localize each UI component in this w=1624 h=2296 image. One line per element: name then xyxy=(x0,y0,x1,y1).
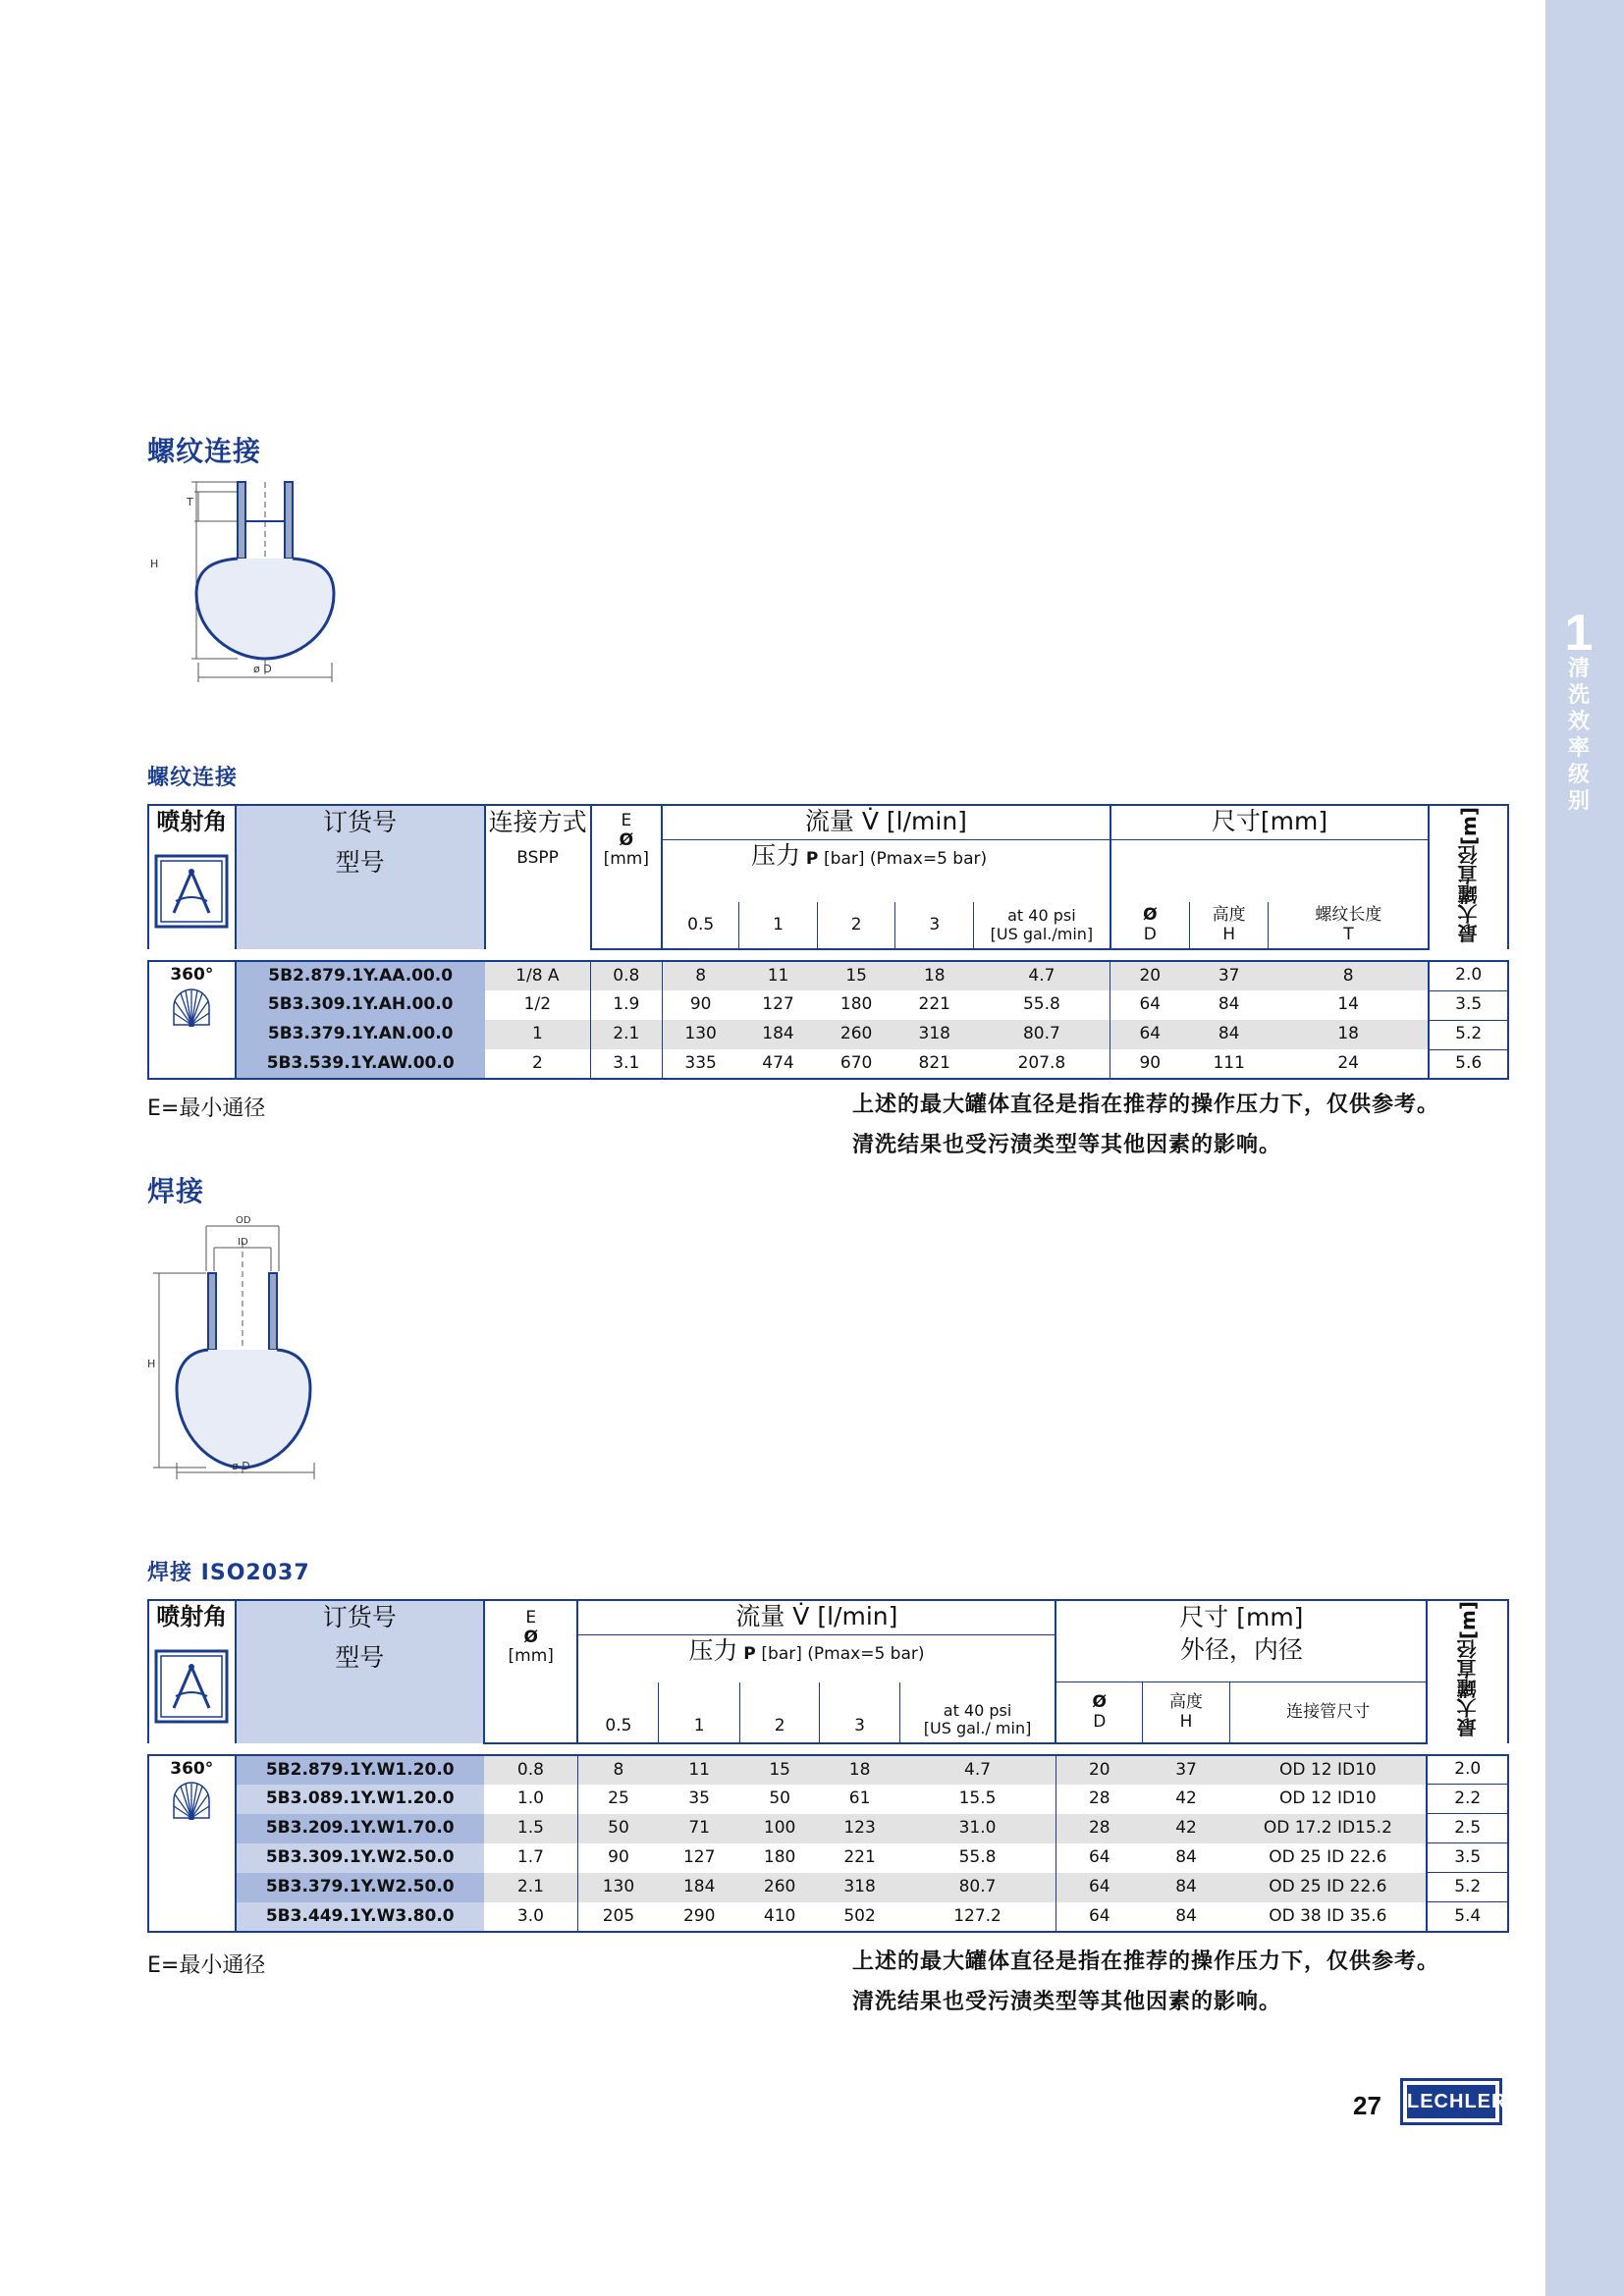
flow-psi: 55.8 xyxy=(958,1847,997,1868)
header-model: 型号 xyxy=(236,839,485,949)
table-row xyxy=(148,1755,1508,1785)
threaded-nozzle-drawing xyxy=(147,476,344,687)
flow-1: 184 xyxy=(739,1020,818,1049)
flow-3: 123 xyxy=(820,1814,899,1843)
flow-3: 18 xyxy=(820,1755,899,1785)
dim-h: 84 xyxy=(1189,1020,1269,1049)
compass-icon xyxy=(154,1649,229,1724)
header-max-dia-cell xyxy=(1429,805,1508,949)
header-connection: 连接方式 xyxy=(485,805,591,839)
table-row xyxy=(148,1020,1508,1049)
flow-psi: 80.7 xyxy=(899,1873,1056,1902)
order-code: 5B2.879.1Y.AA.00.0 xyxy=(236,961,485,990)
header-p1: 0.5 xyxy=(662,902,739,949)
pipe-size: OD 12 ID10 xyxy=(1229,1755,1427,1785)
flow-2: 410 xyxy=(739,1902,819,1932)
dim-d: 64 xyxy=(1056,1873,1143,1902)
flow-psi: 31.0 xyxy=(899,1814,1056,1843)
flow-1: 290 xyxy=(659,1902,739,1932)
spray-angle-icon-cell xyxy=(148,839,236,949)
header-order-no: 订货号 xyxy=(236,1600,484,1634)
pipe-size: OD 12 ID10 xyxy=(1279,1789,1377,1809)
dim-h: 84 xyxy=(1218,994,1240,1015)
flow-0-5: 335 xyxy=(662,1049,739,1079)
header-p1: 0.5 xyxy=(577,1682,658,1743)
chapter-number: 1 xyxy=(1564,605,1594,662)
header-e-unit: [mm] xyxy=(508,1646,554,1667)
header-dimensions: 尺寸 [mm] xyxy=(1056,1600,1427,1634)
header-e xyxy=(484,1600,578,1682)
max-dia: 2.0 xyxy=(1429,961,1508,990)
note-line-2: 清洗结果也受污渍类型等其他因素的影响。 xyxy=(852,1990,1282,2014)
header-e-dia: Ø xyxy=(523,1627,538,1647)
header-max-dia: 最大罐直径[m] xyxy=(1456,806,1481,943)
header-h-letter: H xyxy=(1179,1711,1193,1732)
header-e-empty xyxy=(484,1682,578,1743)
note-min-bore: E=最小通径 xyxy=(147,1096,266,1121)
e-value: 1.0 xyxy=(516,1789,544,1809)
dim-h: 42 xyxy=(1143,1814,1230,1843)
dim-h: 84 xyxy=(1143,1902,1230,1932)
section-title-welded: 焊接 xyxy=(147,1175,205,1207)
header-e-letter: E xyxy=(621,811,632,830)
header-e xyxy=(591,805,663,902)
header-d-sym: Ø xyxy=(1143,904,1158,925)
e-value: 2.1 xyxy=(484,1873,578,1902)
header-pipe: 连接管尺寸 xyxy=(1229,1682,1427,1743)
header-h xyxy=(1189,902,1269,949)
flow-1: 127 xyxy=(762,994,794,1015)
flow-2: 15 xyxy=(739,1755,819,1785)
max-dia: 5.2 xyxy=(1429,1020,1508,1049)
dim-d: 20 xyxy=(1056,1755,1143,1785)
header-bspp: BSPP xyxy=(485,839,591,949)
dim-label-d: ø D xyxy=(253,663,272,675)
order-code: 5B3.379.1Y.AN.00.0 xyxy=(236,1020,485,1049)
flow-1: 71 xyxy=(659,1814,739,1843)
header-p4: 3 xyxy=(895,902,974,949)
angle-cell xyxy=(148,961,236,1079)
header-d-letter: D xyxy=(1093,1711,1107,1732)
flow-3: 821 xyxy=(895,1049,974,1079)
header-flow: 流量 V̇ [l/min] xyxy=(662,805,1110,839)
max-dia: 3.5 xyxy=(1427,1843,1508,1873)
dim-h: 111 xyxy=(1189,1049,1269,1079)
flow-2: 15 xyxy=(817,961,895,990)
flow-3: 221 xyxy=(843,1847,876,1868)
e-value: 3.1 xyxy=(591,1049,663,1079)
dim-t: 14 xyxy=(1337,994,1359,1015)
header-max-dia: 最大罐直径[m] xyxy=(1455,1601,1480,1738)
header-psi xyxy=(974,902,1110,949)
flow-1: 127 xyxy=(682,1847,716,1868)
header-t-letter: T xyxy=(1343,924,1354,944)
max-dia: 2.5 xyxy=(1427,1814,1508,1843)
angle-value: 360° xyxy=(170,1758,214,1779)
flow-0-5: 8 xyxy=(577,1755,658,1785)
header-psi-a: at 40 psi xyxy=(1007,906,1076,926)
dim-h: 84 xyxy=(1175,1847,1197,1868)
dim-label-t: T xyxy=(187,496,193,508)
spray-pattern-icon xyxy=(171,986,212,1027)
flow-0-5: 205 xyxy=(577,1902,658,1932)
flow-3: 318 xyxy=(895,1020,974,1049)
flow-3: 221 xyxy=(918,994,950,1015)
header-spray-angle: 喷射角 xyxy=(148,805,236,839)
dim-t: 24 xyxy=(1269,1049,1429,1079)
dim-d: 64 xyxy=(1056,1902,1143,1932)
header-d xyxy=(1110,902,1190,949)
header-h xyxy=(1143,1682,1230,1743)
flow-1: 11 xyxy=(659,1755,739,1785)
flow-1: 184 xyxy=(659,1873,739,1902)
flow-2: 260 xyxy=(817,1020,895,1049)
e-value: 1.9 xyxy=(591,990,663,1020)
pipe-size: OD 17.2 ID15.2 xyxy=(1229,1814,1427,1843)
header-model: 型号 xyxy=(236,1634,484,1743)
flow-1: 474 xyxy=(739,1049,818,1079)
header-pressure xyxy=(577,1634,1056,1682)
header-p2: 1 xyxy=(659,1682,739,1743)
header-dims-sub: 外径，内径 xyxy=(1056,1634,1427,1682)
order-code: 5B3.309.1Y.AH.00.0 xyxy=(236,990,485,1020)
e-value: 1.5 xyxy=(484,1814,578,1843)
header-flow: 流量 V̇ [l/min] xyxy=(577,1600,1056,1634)
flow-3: 502 xyxy=(820,1902,899,1932)
dim-d: 20 xyxy=(1110,961,1190,990)
header-pressure-cn: 压力 xyxy=(688,1635,738,1665)
table-row xyxy=(148,1814,1508,1843)
header-h-cn: 高度 xyxy=(1169,1692,1204,1713)
header-pressure-p: P xyxy=(743,1643,756,1664)
header-psi-b: [US gal./min] xyxy=(990,924,1094,943)
flow-3: 18 xyxy=(895,961,974,990)
flow-0-5: 8 xyxy=(662,961,739,990)
brand-logo-text: LECHLER xyxy=(1407,2085,1495,2118)
header-pressure xyxy=(662,839,1110,902)
welded-nozzle-drawing xyxy=(147,1212,334,1487)
chapter-sidebar xyxy=(1545,0,1624,2296)
flow-0-5: 130 xyxy=(577,1873,658,1902)
flow-psi: 15.5 xyxy=(958,1789,997,1809)
dim-h: 84 xyxy=(1143,1873,1230,1902)
max-dia: 5.6 xyxy=(1429,1049,1508,1079)
header-t xyxy=(1269,902,1429,949)
header-spray-angle: 喷射角 xyxy=(148,1600,236,1634)
header-e-empty xyxy=(591,902,663,949)
dim-label-d: ø D xyxy=(232,1460,250,1472)
compass-icon xyxy=(154,854,229,929)
max-dia: 2.0 xyxy=(1427,1755,1508,1785)
flow-psi: 127.2 xyxy=(899,1902,1056,1932)
chapter-title: 清洗效率级别 xyxy=(1567,657,1590,814)
flow-2: 670 xyxy=(817,1049,895,1079)
header-e-letter: E xyxy=(525,1608,537,1628)
table-title-welded: 焊接 ISO2037 xyxy=(147,1561,310,1585)
order-code: 5B3.539.1Y.AW.00.0 xyxy=(236,1049,485,1079)
order-code: 5B3.089.1Y.W1.20.0 xyxy=(236,1785,484,1814)
flow-0-5: 50 xyxy=(577,1814,658,1843)
spray-angle-icon-cell xyxy=(148,1634,236,1743)
header-p2: 1 xyxy=(739,902,818,949)
connection-value: 2 xyxy=(485,1049,591,1079)
header-dimensions: 尺寸[mm] xyxy=(1110,805,1430,839)
flow-0-5: 90 xyxy=(577,1843,658,1873)
max-dia: 3.5 xyxy=(1429,990,1508,1020)
flow-2: 100 xyxy=(739,1814,819,1843)
threaded-spec-table xyxy=(147,804,1509,1080)
table-title-threaded: 螺纹连接 xyxy=(147,766,239,790)
header-e-dia: Ø xyxy=(619,829,634,850)
table-row xyxy=(148,1902,1508,1932)
flow-2: 50 xyxy=(769,1789,790,1809)
order-code: 5B3.309.1Y.W2.50.0 xyxy=(236,1843,484,1873)
pipe-size: OD 38 ID 35.6 xyxy=(1229,1902,1427,1932)
flow-2: 260 xyxy=(739,1873,819,1902)
max-dia: 2.2 xyxy=(1427,1785,1508,1814)
pipe-size: OD 25 ID 22.6 xyxy=(1229,1873,1427,1902)
header-pressure-cn: 压力 xyxy=(751,840,801,870)
e-value: 3.0 xyxy=(484,1902,578,1932)
dim-d: 28 xyxy=(1056,1814,1143,1843)
header-dim-spacer xyxy=(1110,839,1430,902)
connection-value: 1/8 A xyxy=(485,961,591,990)
dim-d: 64 xyxy=(1110,990,1190,1020)
header-t-cn: 螺纹长度 xyxy=(1315,904,1382,925)
note-line-1: 上述的最大罐体直径是指在推荐的操作压力下，仅供参考。 xyxy=(852,1093,1440,1117)
note-disclaimer-welded xyxy=(852,1942,1439,2022)
header-h-cn: 高度 xyxy=(1212,904,1246,925)
note-min-bore: E=最小通径 xyxy=(147,1953,266,1978)
dim-t: 18 xyxy=(1269,1020,1429,1049)
flow-3: 61 xyxy=(848,1789,871,1809)
flow-3: 318 xyxy=(820,1873,899,1902)
connection-value: 1 xyxy=(485,1020,591,1049)
header-psi-a: at 40 psi xyxy=(943,1701,1012,1721)
dim-d: 64 xyxy=(1110,1020,1190,1049)
e-value: 1.7 xyxy=(516,1847,544,1868)
order-code: 5B3.379.1Y.W2.50.0 xyxy=(236,1873,484,1902)
e-value: 2.1 xyxy=(591,1020,663,1049)
header-p4: 3 xyxy=(820,1682,899,1743)
spray-pattern-icon xyxy=(171,1779,212,1820)
header-p3: 2 xyxy=(739,1682,819,1743)
table-row xyxy=(148,1873,1508,1902)
flow-psi: 4.7 xyxy=(899,1755,1056,1785)
e-value: 0.8 xyxy=(484,1755,578,1785)
page-number: 27 xyxy=(1353,2091,1381,2120)
dim-h: 42 xyxy=(1175,1789,1197,1809)
flow-psi: 207.8 xyxy=(974,1049,1110,1079)
max-dia: 5.2 xyxy=(1427,1873,1508,1902)
flow-2: 180 xyxy=(839,994,873,1015)
max-dia: 5.4 xyxy=(1427,1902,1508,1932)
flow-0-5: 90 xyxy=(662,990,739,1020)
header-p3: 2 xyxy=(817,902,895,949)
note-disclaimer-threaded xyxy=(852,1085,1439,1165)
brand-logo xyxy=(1400,2078,1507,2125)
flow-psi: 4.7 xyxy=(974,961,1110,990)
dim-label-id: ID xyxy=(238,1237,248,1248)
header-d xyxy=(1056,1682,1143,1743)
table-row xyxy=(148,1785,1508,1814)
flow-1: 11 xyxy=(739,961,818,990)
e-value: 0.8 xyxy=(591,961,663,990)
header-e-unit: [mm] xyxy=(603,849,649,870)
table-gap xyxy=(148,1743,1508,1755)
dim-d: 28 xyxy=(1056,1785,1143,1814)
header-d-sym: Ø xyxy=(1092,1692,1107,1713)
order-code: 5B3.449.1Y.W3.80.0 xyxy=(236,1902,484,1932)
section-title-threaded: 螺纹连接 xyxy=(147,435,262,467)
flow-1: 35 xyxy=(688,1789,710,1809)
header-pressure-p: P xyxy=(805,848,819,869)
dim-d: 64 xyxy=(1056,1843,1143,1873)
table-row xyxy=(148,961,1508,990)
note-line-1: 上述的最大罐体直径是指在推荐的操作压力下，仅供参考。 xyxy=(852,1949,1440,1974)
table-row xyxy=(148,990,1508,1020)
angle-value: 360° xyxy=(170,965,214,985)
flow-0-5: 130 xyxy=(662,1020,739,1049)
angle-cell xyxy=(148,1755,236,1932)
dim-label-h: H xyxy=(150,558,159,570)
header-h-letter: H xyxy=(1222,924,1236,944)
dim-d: 90 xyxy=(1110,1049,1190,1079)
order-code: 5B2.879.1Y.W1.20.0 xyxy=(236,1755,484,1785)
flow-psi: 80.7 xyxy=(974,1020,1110,1049)
dim-h: 37 xyxy=(1189,961,1269,990)
dim-t: 8 xyxy=(1269,961,1429,990)
dim-label-od: OD xyxy=(236,1215,251,1226)
flow-2: 180 xyxy=(763,1847,796,1868)
flow-psi: 55.8 xyxy=(1022,994,1060,1015)
order-code: 5B3.209.1Y.W1.70.0 xyxy=(236,1814,484,1843)
table-gap xyxy=(148,949,1508,961)
dim-label-h: H xyxy=(147,1358,156,1370)
header-pressure-unit: [bar] (Pmax=5 bar) xyxy=(761,1643,925,1664)
header-d-letter: D xyxy=(1143,924,1157,944)
connection-value: 1/2 xyxy=(523,994,552,1015)
flow-0-5: 25 xyxy=(577,1785,658,1814)
note-line-2: 清洗结果也受污渍类型等其他因素的影响。 xyxy=(852,1133,1282,1157)
header-order-no: 订货号 xyxy=(236,805,485,839)
welded-spec-table xyxy=(147,1599,1509,1933)
table-row xyxy=(148,1049,1508,1079)
dim-h: 37 xyxy=(1143,1755,1230,1785)
header-pressure-unit: [bar] (Pmax=5 bar) xyxy=(824,848,988,869)
header-psi xyxy=(899,1682,1056,1743)
pipe-size: OD 25 ID 22.6 xyxy=(1269,1847,1387,1868)
header-max-dia-cell xyxy=(1427,1600,1508,1743)
table-row xyxy=(148,1843,1508,1873)
header-psi-b: [US gal./ min] xyxy=(923,1719,1032,1738)
